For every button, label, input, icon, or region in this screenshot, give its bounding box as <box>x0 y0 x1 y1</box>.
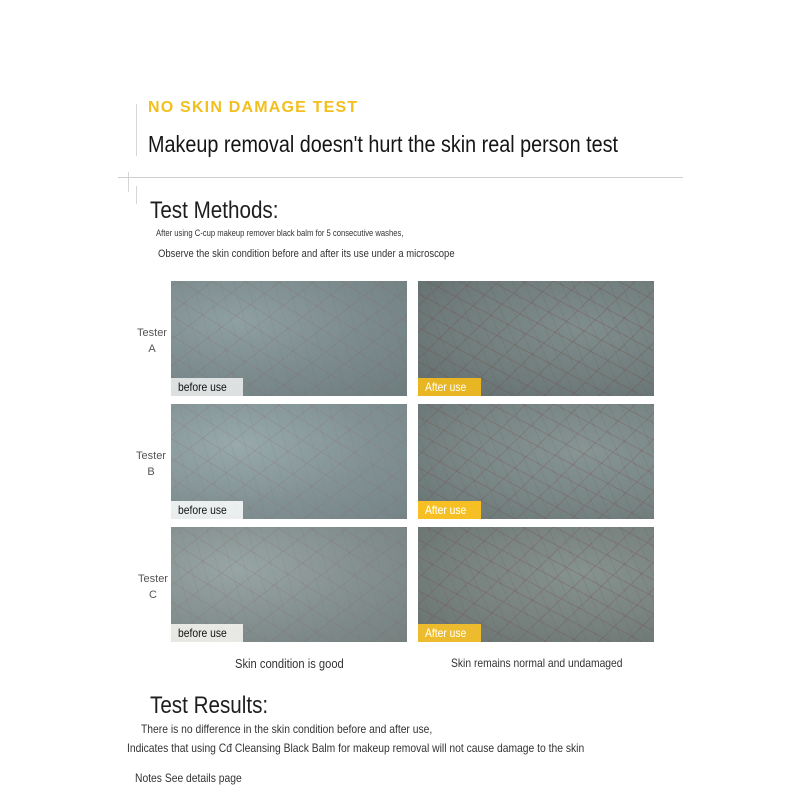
section-tag-label: NO SKIN DAMAGE TEST <box>148 99 359 116</box>
divider-horizontal <box>118 177 683 178</box>
after-use-tag: After use <box>418 624 481 642</box>
results-line-1: There is no difference in the skin condition before and after use, <box>141 722 433 736</box>
tester-label-a: Tester A <box>137 327 167 355</box>
after-use-tag: After use <box>418 501 481 519</box>
results-line-2: Indicates that using Cđ Cleansing Black Balm for makeup removal will not cause damage to the skin <box>127 741 585 755</box>
tester-label-b: Tester B <box>136 450 166 478</box>
before-use-tag: before use <box>171 378 243 396</box>
tester-b-after-photo <box>418 404 654 519</box>
tester-c-before-photo <box>171 527 407 642</box>
methods-line-1: After using C-cup makeup remover black balm for 5 consecutive washes, <box>156 228 404 238</box>
methods-line-2: Observe the skin condition before and after its use under a microscope <box>158 248 455 260</box>
methods-title: Test Methods: <box>150 197 279 224</box>
before-use-tag: before use <box>171 501 243 519</box>
divider-vertical <box>128 172 129 192</box>
after-use-tag: After use <box>418 378 481 396</box>
divider-vertical <box>136 186 137 204</box>
notes-text: Notes See details page <box>135 771 242 785</box>
tester-b-before-photo <box>171 404 407 519</box>
results-title: Test Results: <box>150 692 269 719</box>
tester-c-after-photo <box>418 527 654 642</box>
divider-vertical <box>136 104 137 156</box>
tester-label-c: Tester C <box>138 573 168 601</box>
before-use-tag: before use <box>171 624 243 642</box>
tester-a-after-photo <box>418 281 654 396</box>
caption-after: Skin remains normal and undamaged <box>451 656 623 670</box>
page-headline: Makeup removal doesn't hurt the skin real person test <box>148 131 618 157</box>
tester-a-before-photo <box>171 281 407 396</box>
caption-before: Skin condition is good <box>235 656 344 671</box>
